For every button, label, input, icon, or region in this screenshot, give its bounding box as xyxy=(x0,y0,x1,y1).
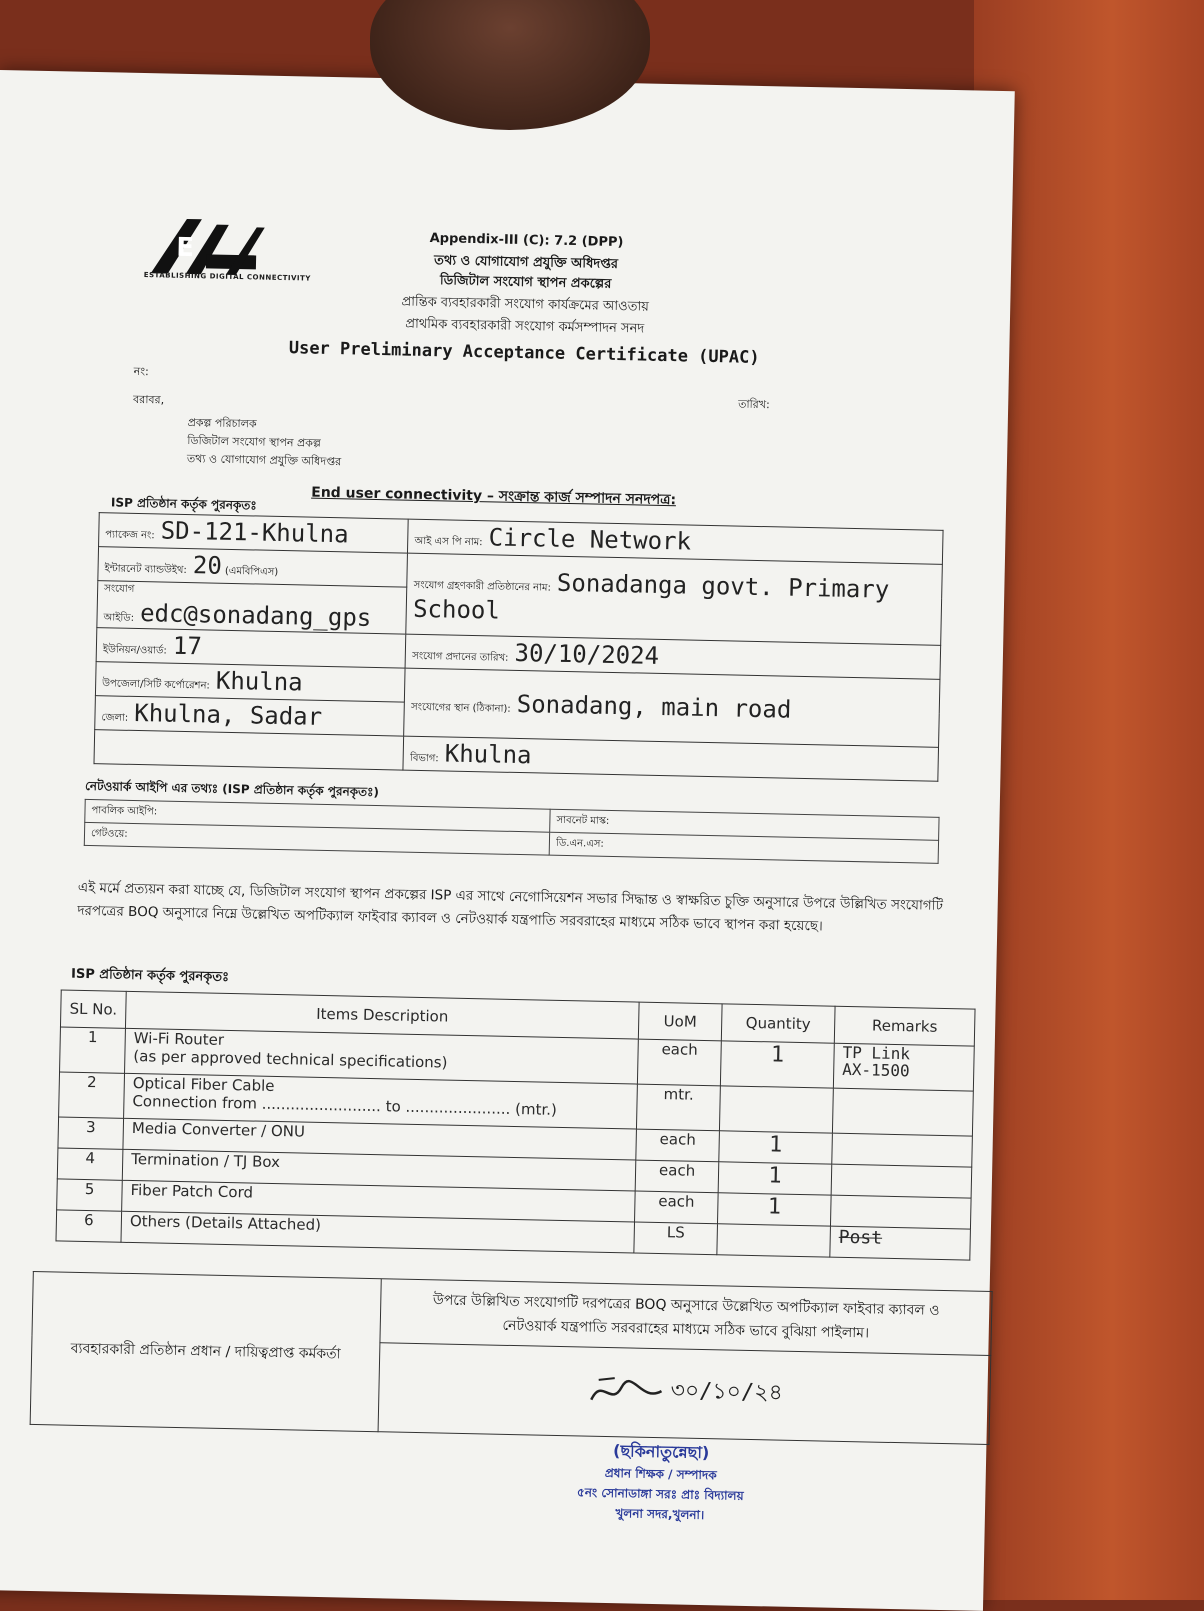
remarks-cell xyxy=(832,1133,973,1167)
description-cell: Media Converter / ONU xyxy=(123,1118,637,1160)
official-stamp xyxy=(540,1437,782,1529)
sl-cell: 5 xyxy=(57,1179,123,1211)
desc-line-2: Connection from ......................... to ...................... (mtr.) xyxy=(132,1092,558,1119)
gateway-label: গেটওয়ে: xyxy=(84,822,550,855)
acknowledgement-text: উপরে উল্লিখিত সংযোগটি দরপত্রের BOQ অনুসারে উল্লেখিত অপটিক্যাল ফাইবার ক্যাবল ও নেটওয়ার্ক যন্ত্রপাতি সরবরাহের মাধ্যমে সঠিক ভাবে বুঝিয়া পাইলাম। xyxy=(380,1279,992,1356)
uom-cell: each xyxy=(636,1129,720,1162)
connection-date-label: সংযোগ প্রদানের তারিখ: xyxy=(412,650,509,664)
section-heading: End user connectivity – সংক্রান্ত কার্জ সম্পাদন সনদপত্র: xyxy=(311,484,677,509)
sl-cell: 4 xyxy=(57,1148,123,1180)
remarks-cell: Post xyxy=(830,1226,971,1260)
addressee-line-3: তথ্য ও যোগাযোগ প্রযুক্তি অধিদপ্তর xyxy=(186,452,342,469)
handwritten-signature xyxy=(586,1372,667,1414)
division-value: Khulna xyxy=(444,739,532,770)
signatory-label: ব্যবহারকারী প্রতিষ্ঠান প্রধান / দায়িত্বপ্রাপ্ত কর্মকর্তা xyxy=(30,1271,381,1431)
package-no-label: প্যাকেজ নং: xyxy=(105,529,155,542)
header-line-4: প্রাথমিক ব্যবহারকারী সংযোগ কর্মসম্পাদন সনদ xyxy=(405,316,645,337)
stamp-name: (ছকিনাতুন্নেছা) xyxy=(612,1441,710,1463)
certification-paragraph: এই মর্মে প্রত্যয়ন করা যাচ্ছে যে, ডিজিটাল সংযোগ স্থাপন প্রকল্পের ISP এর সাথে নেগোসিয়েশন সভার সিদ্ধান্ত ও স্বাক্ষরিত চুক্তি অনুসারে উপরে উল্লিখিত সংযোগটি দরপত্রের BOQ অনুসারে নিম্নে উল্লেখিত অপটিক্যাল ফাইবার ক্যাবল ও নেটওয়ার্ক যন্ত্রপাতি সরবরাহের মাধ্যমে সঠিক ভাবে স্থাপন করা হয়েছে। xyxy=(77,879,944,935)
qty-cell: 1 xyxy=(718,1162,832,1195)
col-quantity: Quantity xyxy=(721,1004,835,1043)
bandwidth-value: 20 xyxy=(192,551,223,580)
sl-cell: 2 xyxy=(59,1072,125,1118)
description-cell: Termination / TJ Box xyxy=(122,1149,636,1191)
certificate-title: User Preliminary Acceptance Certificate (UPAC) xyxy=(288,338,760,368)
sl-cell: 3 xyxy=(58,1117,124,1149)
bandwidth-label: ইন্টারনেট ব্যান্ডউইথ: xyxy=(104,563,187,577)
items-table xyxy=(55,989,975,1260)
upazila-value: Khulna xyxy=(215,666,303,697)
acknowledgement-table xyxy=(30,1271,993,1445)
project-name: ডিজিটাল সংযোগ স্থাপন প্রকল্পের xyxy=(439,273,612,292)
desc-line-2: (as per approved technical specifications) xyxy=(133,1047,448,1072)
remarks-cell xyxy=(832,1088,973,1136)
district-label: জেলা: xyxy=(101,712,129,724)
qty-cell xyxy=(717,1224,831,1257)
uom-cell: each xyxy=(635,1191,719,1224)
location-label: সংযোগের স্থান (ঠিকানা): xyxy=(410,701,511,715)
uom-cell: mtr. xyxy=(636,1084,720,1131)
department-name: তথ্য ও যোগাযোগ প্রযুক্তি অধিদপ্তর xyxy=(433,253,619,272)
union-ward-label: ইউনিয়ন/ওয়ার্ড: xyxy=(102,644,167,657)
ref-no-label: নং: xyxy=(133,364,149,379)
bandwidth-unit: (এমবিপিএস) xyxy=(224,565,279,578)
col-remarks: Remarks xyxy=(834,1006,975,1046)
uom-cell: each xyxy=(637,1039,721,1086)
addressee-line-1: প্রকল্প পরিচালক xyxy=(187,416,257,431)
logo-caption: ESTABLISHING DIGITAL CONNECTIVITY xyxy=(143,271,311,283)
remarks-line-2: AX-1500 xyxy=(842,1059,910,1081)
signature-date: ৩০/১০/২৪ xyxy=(670,1378,784,1406)
district-value: Khulna, Sadar xyxy=(134,698,323,731)
description-cell: Others (Details Attached) xyxy=(121,1211,635,1253)
date-label: তারিখ: xyxy=(738,397,770,412)
remarks-cell xyxy=(831,1164,972,1198)
location-cell xyxy=(404,668,940,747)
uom-cell: each xyxy=(635,1160,719,1193)
network-ip-table xyxy=(84,799,940,864)
location-value: Sonadang, main road xyxy=(516,689,792,724)
isp-name-value: Circle Network xyxy=(488,523,692,556)
stamp-title: প্রধান শিক্ষক / সম্পাদক xyxy=(604,1465,717,1483)
division-label: বিভাগ: xyxy=(409,752,439,765)
sl-cell: 6 xyxy=(56,1210,122,1242)
signature-cell xyxy=(378,1343,991,1445)
recipient-cell xyxy=(406,553,942,645)
public-ip-label: পাবলিক আইপি: xyxy=(85,799,551,832)
isp-filled-label: ISP প্রতিষ্ঠান কর্তৃক পুরনকৃতঃ xyxy=(110,495,257,513)
description-cell: Fiber Patch Cord xyxy=(122,1180,636,1222)
stamp-address: খুলনা সদর,খুলনা। xyxy=(615,1506,705,1523)
network-ip-heading: নেটওয়ার্ক আইপি এর তথ্যঃ (ISP প্রতিষ্ঠান কর্তৃক পুরনকৃতঃ) xyxy=(84,778,380,800)
recipient-value: Sonadanga govt. Primary School xyxy=(412,568,890,625)
svg-text:E: E xyxy=(176,232,195,264)
uom-cell: LS xyxy=(634,1222,718,1255)
sl-cell: 1 xyxy=(60,1027,126,1073)
connection-date-value: 30/10/2024 xyxy=(514,638,660,670)
desc-line-1: Optical Fiber Cable xyxy=(132,1074,275,1095)
connection-id-label: সংযোগ আইডি: xyxy=(103,583,135,624)
package-no-value: SD-121-Khulna xyxy=(160,516,349,549)
isp-filled-label-2: ISP প্রতিষ্ঠান কর্তৃক পুরনকৃতঃ xyxy=(70,966,230,985)
qty-cell: 1 xyxy=(717,1193,831,1226)
header-line-3: প্রান্তিক ব্যবহারকারী সংযোগ কার্যক্রমের আওতায় xyxy=(401,294,650,315)
stamp-school: ৫নং সোনাডাঙ্গা সরঃ প্রাঃ বিদ্যালয় xyxy=(576,1485,744,1503)
remarks-cell xyxy=(830,1195,971,1229)
dns-label: ডি.এন.এস: xyxy=(549,832,938,863)
remarks-line-1: TP Link xyxy=(842,1042,911,1064)
addressee-line-2: ডিজিটাল সংযোগ স্থাপন প্রকল্প xyxy=(187,434,321,450)
certificate-paper xyxy=(0,70,1015,1611)
desc-line-1: Wi-Fi Router xyxy=(133,1029,225,1049)
upazila-label: উপজেলা/সিটি কর্পোরেশন: xyxy=(102,678,210,692)
connectivity-table xyxy=(93,512,943,782)
qty-cell: 1 xyxy=(719,1131,833,1164)
empty-cell xyxy=(94,730,404,770)
connection-id-cell xyxy=(97,581,407,634)
qty-cell: 1 xyxy=(720,1041,834,1088)
qty-cell xyxy=(719,1086,833,1133)
isp-name-label: আই এস পি নাম: xyxy=(414,535,483,549)
recipient-label: সংযোগ গ্রহণকারী প্রতিষ্ঠানের নাম: xyxy=(413,579,551,594)
to-label: বরাবর, xyxy=(132,392,165,407)
subnet-mask-label: সাবনেট মাস্ক: xyxy=(550,809,939,840)
col-uom: UoM xyxy=(638,1002,722,1041)
col-description: Items Description xyxy=(125,991,639,1039)
connection-id-value: edc@sonadang_gps xyxy=(139,599,372,632)
appendix-label: Appendix-III (C): 7.2 (DPP) xyxy=(429,231,624,251)
col-sl-no: SL No. xyxy=(60,990,126,1028)
union-ward-value: 17 xyxy=(172,631,203,661)
remarks-cell xyxy=(833,1043,974,1091)
